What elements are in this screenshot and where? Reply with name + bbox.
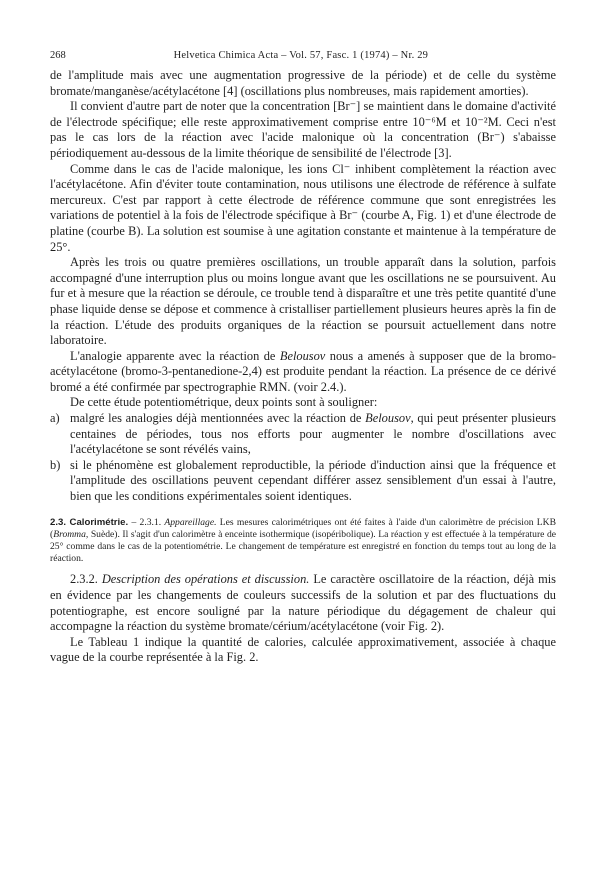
- p5-name: Belousov: [279, 348, 326, 363]
- list-marker-b: b): [50, 457, 61, 472]
- section-subheading: Appareillage.: [164, 516, 217, 528]
- list-a-part3: , qui peut présenter plusieurs centaines de périodes, tous nos efforts pour augmenter le nombre d'oscillations avec l'acétylacétone se sont révélés vains,: [70, 411, 556, 457]
- running-header: [50, 50, 556, 68]
- list-text-b: si le phénomène est globalement reproductible, la période d'induction ainsi que la fréquence et l'amplitude des oscillations peuvent cependant différer assez sensiblement d'un essai à l'autre, bien que les conditions expérimentales soient identiques.: [70, 457, 556, 504]
- p7-title: Description des opérations et discussion.: [101, 572, 310, 587]
- list-a-part1: malgré les analogies déjà mentionnées avec la réaction de: [70, 411, 366, 426]
- section-2-3: [50, 517, 556, 566]
- list-item-a: [50, 411, 556, 458]
- section-text-1: Les mesures calorimétriques ont été faites à l'aide d'un calorimètre de précision LKB (: [50, 516, 556, 540]
- section-dash: – 2.3.1.: [128, 516, 165, 528]
- p5-text-a: L'analogie apparente avec la réaction de: [70, 348, 280, 363]
- p7-number: 2.3.2.: [70, 572, 102, 587]
- paragraph-6: De cette étude potentiométrique, deux points sont à souligner:: [70, 395, 378, 410]
- paragraph-2: Il convient d'autre part de noter que la concentration [Br⁻] se maintient dans le domaine d'activité de l'électrode spécifique; elle reste approximativement comprise entre 10⁻⁶M et 10⁻²M. Ceci n'est pas le cas lors de la réaction avec l'acide malonique où la concentration (Br⁻) s'abaisse périodiquement au-dessous de la limite théorique de sensibilité de l'électrode [3].: [50, 99, 556, 160]
- section-text-2: , Suède). Il s'agit d'un calorimètre à enceinte isothermique (isopéribolique). La réaction y est effectuée à la température de 25° comme dans le cas de la potentiométrie. Le changement de température est enregistré en fonction du temps tout au long de la réaction.: [50, 528, 556, 565]
- list-a-name: Belousov: [365, 411, 411, 426]
- section-heading: 2.3. Calorimétrie.: [50, 516, 129, 528]
- paragraph-7: [50, 572, 556, 634]
- list-marker-a: a): [50, 411, 60, 426]
- paragraph-3: Comme dans le cas de l'acide malonique, les ions Cl⁻ inhibent complètement la réaction avec l'acétylacétone. Afin d'éviter toute contamination, nous utilisons une électrode de référence à sulfate mercureux. C'est par rapport à cette électrode de référence commune que sont enregistrées les variations de potentiel à la fois de l'électrode spécifique à Br⁻ (courbe A, Fig. 1) et d'une électrode de platine (courbe B). La solution est soumise à une agitation constante et maintenue à la température de 25°.: [50, 161, 556, 254]
- section-place: Bromma: [53, 528, 86, 540]
- page-number: 268: [50, 50, 66, 61]
- list-item-b: [50, 458, 556, 505]
- list-text-a: [70, 411, 556, 458]
- p7-text: Le caractère oscillatoire de la réaction, déjà mis en évidence par les changements de couleurs successifs de la solution et par des fluctuations du potentiographe, est encore souligné par la nature périodique du dégagement de chaleur qui accompagne la réaction du système bromate/cérium/acétylacétone (voir Fig. 2).: [50, 572, 556, 634]
- p5-text-c: nous a amenés à supposer que de la bromo-acétylacétone (bromo-3-pentanedione-2,4) est produite pendant la réaction. La présence de ce dérivé bromé a été confirmée par spectrographie RMN. (voir 2.4.).: [50, 348, 556, 394]
- paragraph-4: Après les trois ou quatre premières oscillations, un trouble apparaît dans la solution, parfois accompagné d'une interruption plus ou moins longue avant que les oscillations ne se poursuivent. Au fur et à mesure que la réaction se déroule, ce trouble tend à disparaître et une très petite quantité d'une phase liquide dense se dépose et commence à cristalliser partiellement plusieurs heures après la fin de la réaction. L'étude des produits organiques de la réaction se poursuit actuellement dans notre laboratoire.: [50, 255, 556, 348]
- paragraph-8: Le Tableau 1 indique la quantité de calories, calculée approximativement, associée à chaque vague de la courbe représentée à la Fig. 2.: [50, 634, 556, 665]
- header-spacer: [536, 50, 556, 68]
- paragraph-1: de l'amplitude mais avec une augmentation progressive de la période) et de celle du système bromate/manganèse/acétylacétone [4] (oscillations plus nombreuses, mais rapidement amorties).: [50, 68, 556, 98]
- paragraph-5: [50, 349, 556, 396]
- journal-title: Helvetica Chimica Acta – Vol. 57, Fasc. 1 (1974) – Nr. 29: [173, 50, 429, 61]
- page: [50, 50, 556, 666]
